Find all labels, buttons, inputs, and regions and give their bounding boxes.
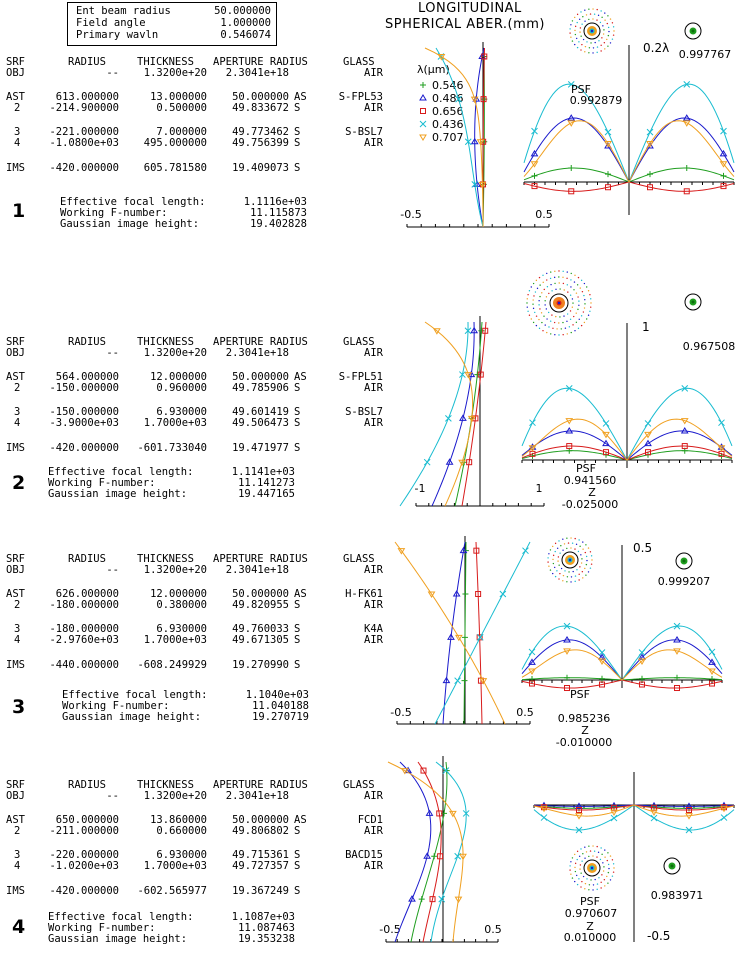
- psf-value: 0.985236: [557, 712, 611, 725]
- surface-aperture: 49.773462: [232, 126, 289, 138]
- surface-aperture: 49.601419: [232, 406, 289, 418]
- header-value: 0.546074: [220, 29, 271, 41]
- curve-marker: [611, 815, 617, 821]
- surface-thickness: 1.3200e+20: [143, 67, 207, 79]
- aperture-flag: AS: [294, 814, 307, 826]
- aperture-flag: S: [294, 406, 301, 418]
- fno-label: Working F-number:: [48, 477, 156, 489]
- plot-title: LONGITUDINAL: [418, 1, 522, 16]
- curve-marker: [419, 896, 425, 902]
- surface-radius: 626.000000: [55, 588, 119, 600]
- surface-id: OBJ: [6, 67, 25, 79]
- surface-radius: -221.000000: [49, 126, 119, 138]
- psf-value: 0.941560: [563, 474, 617, 487]
- surface-thickness: 1.3200e+20: [143, 347, 207, 359]
- curve-marker: [530, 420, 536, 426]
- curve-marker: [431, 853, 437, 859]
- lsa-max-label: 0.5: [535, 208, 553, 221]
- srf-header: SRF: [6, 779, 25, 791]
- surface-radius: -1.0800e+03: [49, 137, 119, 149]
- surface-glass: AIR: [364, 564, 383, 576]
- surface-glass: AIR: [364, 137, 383, 149]
- plot-title-sub: SPHERICAL ABER.(mm): [385, 17, 545, 32]
- lsa-curve: [436, 48, 483, 227]
- surface-aperture: 2.3041e+18: [225, 564, 289, 576]
- surface-id: IMS: [6, 659, 25, 671]
- gih-label: Gaussian image height:: [48, 933, 188, 945]
- srf-header: SRF: [6, 553, 25, 565]
- aperture-flag: S: [294, 860, 301, 872]
- lsa-curve: [400, 322, 468, 506]
- surface-thickness: 1.7000e+03: [143, 860, 207, 872]
- surface-glass: H-FK61: [345, 588, 383, 600]
- surface-glass: AIR: [364, 825, 383, 837]
- psf-polychromatic-spot: [526, 270, 591, 335]
- surface-aperture: 49.820955: [232, 599, 289, 611]
- efl-label: Effective focal length:: [48, 911, 194, 923]
- surface-glass: AIR: [364, 417, 383, 429]
- surface-id: 3: [14, 623, 21, 635]
- surface-aperture: 50.000000: [232, 588, 289, 600]
- aperture-header: APERTURE RADIUS: [213, 553, 308, 565]
- gih-value: 19.447165: [238, 488, 295, 500]
- surface-radius: 564.000000: [55, 371, 119, 383]
- aperture-flag: AS: [294, 91, 307, 103]
- curve-marker: [651, 815, 657, 821]
- surface-id: IMS: [6, 885, 25, 897]
- curve-marker: [529, 649, 535, 655]
- curve-marker: [605, 129, 611, 135]
- surface-aperture: 49.671305: [232, 634, 289, 646]
- surface-aperture: 49.833672: [232, 102, 289, 114]
- lsa-curve: [431, 762, 466, 942]
- surface-id: 3: [14, 126, 21, 138]
- curve-marker: [647, 171, 653, 177]
- surface-thickness: 13.000000: [150, 91, 207, 103]
- header-value: 1.000000: [220, 17, 271, 29]
- opd-scale-label: 0.2λ: [643, 41, 670, 55]
- surface-thickness: 6.930000: [156, 623, 207, 635]
- psf-label: PSF: [580, 895, 600, 908]
- surface-thickness: -602.565977: [137, 885, 207, 897]
- surface-aperture: 19.471977: [232, 442, 289, 454]
- aperture-header: APERTURE RADIUS: [213, 779, 308, 791]
- curve-marker: [605, 171, 611, 177]
- psf-mono-value: 0.999207: [657, 575, 711, 588]
- design-number: 1: [12, 200, 26, 222]
- efl-value: 1.1141e+03: [231, 466, 295, 478]
- aperture-flag: S: [294, 634, 301, 646]
- gih-label: Gaussian image height:: [62, 711, 202, 723]
- fno-value: 11.141273: [238, 477, 295, 489]
- surface-aperture: 49.715361: [232, 849, 289, 861]
- gih-label: Gaussian image height:: [48, 488, 188, 500]
- lsa-curve: [435, 542, 530, 724]
- glass-header: GLASS: [343, 779, 375, 791]
- surface-thickness: 12.000000: [150, 371, 207, 383]
- aperture-flag: S: [294, 162, 301, 174]
- aperture-flag: S: [294, 417, 301, 429]
- surface-thickness: 1.3200e+20: [143, 790, 207, 802]
- psf-mono-value: 0.983971: [650, 889, 704, 902]
- surface-thickness: -601.733040: [137, 442, 207, 454]
- efl-label: Effective focal length:: [62, 689, 208, 701]
- surface-id: 2: [14, 102, 21, 114]
- surface-id: 3: [14, 849, 21, 861]
- surface-radius: -180.000000: [49, 599, 119, 611]
- surface-radius: -211.000000: [49, 825, 119, 837]
- curve-marker: [568, 165, 574, 171]
- surface-aperture: 19.270990: [232, 659, 289, 671]
- lsa-curve: [476, 542, 482, 724]
- surface-radius: -420.000000: [49, 162, 119, 174]
- aperture-flag: S: [294, 102, 301, 114]
- lsa-curve: [425, 322, 473, 506]
- legend-label: 0.707: [432, 131, 464, 144]
- surface-id: 2: [14, 599, 21, 611]
- lsa-max-label: 0.5: [484, 923, 502, 936]
- lsa-max-label: 1: [535, 482, 543, 495]
- surface-radius: -440.000000: [49, 659, 119, 671]
- efl-value: 1.1087e+03: [231, 911, 295, 923]
- surface-thickness: 495.000000: [143, 137, 207, 149]
- surface-thickness: 6.930000: [156, 849, 207, 861]
- surface-glass: AIR: [364, 599, 383, 611]
- fno-label: Working F-number:: [60, 207, 168, 219]
- surface-radius: -150.000000: [49, 382, 119, 394]
- surface-radius: -214.900000: [49, 102, 119, 114]
- curve-marker: [444, 768, 450, 774]
- surface-aperture: 50.000000: [232, 371, 289, 383]
- psf-mono-value: 0.997767: [678, 48, 732, 61]
- design-number: 2: [12, 472, 26, 494]
- curve-marker: [421, 109, 426, 114]
- opd-scale-label: 0.5: [633, 541, 653, 555]
- surface-id: 2: [14, 825, 21, 837]
- surface-thickness: 7.000000: [156, 126, 207, 138]
- efl-value: 1.1116e+03: [243, 196, 307, 208]
- aperture-flag: S: [294, 137, 301, 149]
- surface-id: 4: [14, 860, 21, 872]
- legend-label: 0.546: [432, 79, 464, 92]
- surface-aperture: 2.3041e+18: [225, 347, 289, 359]
- aperture-header: APERTURE RADIUS: [213, 336, 308, 348]
- curve-marker: [603, 420, 609, 426]
- lsa-min-label: -0.5: [400, 208, 422, 221]
- psf-monochromatic-spot: [685, 294, 701, 310]
- surface-id: 2: [14, 382, 21, 394]
- curve-marker: [461, 678, 467, 684]
- lsa-curve: [388, 762, 463, 942]
- fno-value: 11.087463: [238, 922, 295, 934]
- surface-id: AST: [6, 371, 25, 383]
- gih-value: 19.270719: [252, 711, 309, 723]
- gih-label: Gaussian image height:: [60, 218, 200, 230]
- curve-marker: [532, 128, 538, 134]
- surface-glass: FCD1: [357, 814, 383, 826]
- lsa-min-label: -1: [414, 482, 426, 495]
- psf-value: 0.970607: [564, 907, 618, 920]
- aperture-flag: S: [294, 885, 301, 897]
- gih-value: 19.353238: [238, 933, 295, 945]
- thickness-header: THICKNESS: [137, 336, 194, 348]
- lsa-curve: [395, 762, 431, 942]
- surface-thickness: 6.930000: [156, 406, 207, 418]
- gih-value: 19.402828: [250, 218, 307, 230]
- header-label: Primary wavln: [76, 29, 159, 41]
- curve-marker: [532, 173, 538, 179]
- z-label: Z: [588, 486, 596, 499]
- surface-aperture: 49.760033: [232, 623, 289, 635]
- surface-thickness: 0.380000: [156, 599, 207, 611]
- curve-marker: [424, 459, 430, 465]
- surface-glass: BACD15: [345, 849, 383, 861]
- srf-header: SRF: [6, 56, 25, 68]
- surface-radius: -220.000000: [49, 849, 119, 861]
- design-number: 3: [12, 696, 26, 718]
- curve-marker: [420, 95, 426, 100]
- surface-id: AST: [6, 588, 25, 600]
- curve-marker: [639, 676, 645, 682]
- surface-aperture: 2.3041e+18: [225, 790, 289, 802]
- aperture-flag: S: [294, 599, 301, 611]
- curve-marker: [462, 634, 468, 640]
- surface-thickness: 0.500000: [156, 102, 207, 114]
- header-label: Field angle: [76, 17, 146, 29]
- radius-header: RADIUS: [68, 779, 106, 791]
- surface-radius: 613.000000: [55, 91, 119, 103]
- psf-monochromatic-spot: [676, 553, 692, 569]
- surface-thickness: 1.7000e+03: [143, 417, 207, 429]
- radius-header: RADIUS: [68, 336, 106, 348]
- curve-marker: [709, 649, 715, 655]
- surface-glass: K4A: [364, 623, 383, 635]
- aperture-flag: S: [294, 442, 301, 454]
- surface-id: 3: [14, 406, 21, 418]
- efl-label: Effective focal length:: [48, 466, 194, 478]
- thickness-header: THICKNESS: [137, 779, 194, 791]
- fno-value: 11.115873: [250, 207, 307, 219]
- surface-id: IMS: [6, 162, 25, 174]
- curve-marker: [522, 548, 528, 554]
- surface-glass: AIR: [364, 860, 383, 872]
- surface-glass: S-FPL53: [338, 91, 383, 103]
- surface-aperture: 19.367249: [232, 885, 289, 897]
- psf-polychromatic-spot: [569, 8, 614, 53]
- surface-radius: -2.9760e+03: [49, 634, 119, 646]
- fno-label: Working F-number:: [48, 922, 156, 934]
- legend-label: 0.486: [432, 92, 464, 105]
- psf-value: 0.992879: [569, 94, 623, 107]
- psf-mono-value: 0.967508: [682, 340, 736, 353]
- surface-radius: --: [106, 347, 119, 359]
- surface-id: IMS: [6, 442, 25, 454]
- surface-aperture: 49.727357: [232, 860, 289, 872]
- surface-id: OBJ: [6, 790, 25, 802]
- fno-label: Working F-number:: [62, 700, 170, 712]
- surface-glass: S-BSL7: [345, 406, 383, 418]
- surface-thickness: 1.7000e+03: [143, 634, 207, 646]
- surface-aperture: 50.000000: [232, 814, 289, 826]
- opd-scale-label: -0.5: [647, 929, 671, 943]
- lsa-max-label: 0.5: [516, 706, 534, 719]
- curve-marker: [541, 815, 547, 821]
- psf-monochromatic-spot: [664, 858, 680, 874]
- curve-marker: [455, 678, 461, 684]
- legend-label: 0.656: [432, 105, 464, 118]
- legend-header: λ(μm): [417, 63, 450, 76]
- fno-value: 11.040188: [252, 700, 309, 712]
- header-label: Ent beam radius: [76, 5, 171, 17]
- surface-glass: AIR: [364, 67, 383, 79]
- aperture-flag: S: [294, 623, 301, 635]
- surface-thickness: 13.860000: [150, 814, 207, 826]
- aperture-flag: S: [294, 825, 301, 837]
- aperture-flag: S: [294, 126, 301, 138]
- surface-glass: AIR: [364, 382, 383, 394]
- curve-marker: [420, 135, 426, 140]
- srf-header: SRF: [6, 336, 25, 348]
- surface-radius: -1.0200e+03: [49, 860, 119, 872]
- psf-label: PSF: [576, 462, 596, 475]
- curve-marker: [439, 896, 445, 902]
- surface-radius: -3.9000e+03: [49, 417, 119, 429]
- lsa-min-label: -0.5: [390, 706, 412, 719]
- surface-radius: --: [106, 790, 119, 802]
- surface-thickness: 605.781580: [143, 162, 207, 174]
- surface-glass: S-BSL7: [345, 126, 383, 138]
- surface-thickness: 12.000000: [150, 588, 207, 600]
- header-value: 50.000000: [214, 5, 271, 17]
- surface-aperture: 50.000000: [232, 91, 289, 103]
- aperture-flag: AS: [294, 371, 307, 383]
- aperture-header: APERTURE RADIUS: [213, 56, 308, 68]
- psf-polychromatic-spot: [547, 537, 592, 582]
- lsa-curve: [432, 322, 474, 506]
- lsa-curve: [418, 762, 441, 942]
- psf-label: PSF: [571, 83, 591, 96]
- aperture-flag: AS: [294, 588, 307, 600]
- surface-aperture: 19.409073: [232, 162, 289, 174]
- surface-id: OBJ: [6, 564, 25, 576]
- surface-id: 4: [14, 417, 21, 429]
- surface-glass: AIR: [364, 347, 383, 359]
- surface-radius: --: [106, 564, 119, 576]
- surface-aperture: 49.756399: [232, 137, 289, 149]
- lsa-curve: [395, 542, 505, 724]
- glass-header: GLASS: [343, 336, 375, 348]
- glass-header: GLASS: [343, 553, 375, 565]
- lsa-curve: [455, 322, 482, 506]
- surface-aperture: 49.806802: [232, 825, 289, 837]
- lsa-curve: [443, 542, 465, 724]
- thickness-header: THICKNESS: [137, 56, 194, 68]
- z-label: Z: [581, 724, 589, 737]
- curve-marker: [721, 128, 727, 134]
- surface-thickness: 1.3200e+20: [143, 564, 207, 576]
- psf-polychromatic-spot: [569, 845, 614, 890]
- surface-glass: AIR: [364, 634, 383, 646]
- design-number: 4: [12, 916, 26, 938]
- surface-thickness: 0.660000: [156, 825, 207, 837]
- aperture-flag: S: [294, 659, 301, 671]
- curve-marker: [684, 165, 690, 171]
- curve-marker: [500, 591, 506, 597]
- curve-marker: [599, 676, 605, 682]
- legend-label: 0.436: [432, 118, 464, 131]
- curve-marker: [456, 96, 462, 102]
- surface-id: 4: [14, 137, 21, 149]
- curve-marker: [445, 415, 451, 421]
- curve-marker: [719, 420, 725, 426]
- surface-aperture: 2.3041e+18: [225, 67, 289, 79]
- efl-value: 1.1040e+03: [245, 689, 309, 701]
- curve-marker: [462, 591, 468, 597]
- z-value: -0.010000: [555, 736, 613, 749]
- surface-aperture: 49.785906: [232, 382, 289, 394]
- z-value: 0.010000: [563, 931, 617, 944]
- curve-marker: [420, 82, 426, 88]
- surface-aperture: 49.506473: [232, 417, 289, 429]
- surface-thickness: -608.249929: [137, 659, 207, 671]
- curve-marker: [647, 129, 653, 135]
- psf-label: PSF: [570, 688, 590, 701]
- surface-glass: S-FPL51: [338, 371, 383, 383]
- psf-monochromatic-spot: [685, 23, 701, 39]
- efl-label: Effective focal length:: [60, 196, 206, 208]
- radius-header: RADIUS: [68, 553, 106, 565]
- thickness-header: THICKNESS: [137, 553, 194, 565]
- surface-id: 4: [14, 634, 21, 646]
- surface-radius: 650.000000: [55, 814, 119, 826]
- surface-radius: --: [106, 67, 119, 79]
- curve-marker: [420, 121, 426, 127]
- surface-radius: -180.000000: [49, 623, 119, 635]
- glass-header: GLASS: [343, 56, 375, 68]
- surface-radius: -420.000000: [49, 442, 119, 454]
- surface-id: AST: [6, 91, 25, 103]
- surface-thickness: 0.960000: [156, 382, 207, 394]
- curve-marker: [721, 815, 727, 821]
- z-label: Z: [586, 920, 594, 933]
- surface-glass: AIR: [364, 102, 383, 114]
- surface-glass: AIR: [364, 790, 383, 802]
- z-value: -0.025000: [561, 498, 619, 511]
- surface-radius: -150.000000: [49, 406, 119, 418]
- surface-id: AST: [6, 814, 25, 826]
- opd-scale-label: 1: [642, 320, 650, 334]
- surface-radius: -420.000000: [49, 885, 119, 897]
- lsa-min-label: -0.5: [379, 923, 401, 936]
- curve-marker: [721, 173, 727, 179]
- aperture-flag: S: [294, 849, 301, 861]
- curve-marker: [645, 420, 651, 426]
- radius-header: RADIUS: [68, 56, 106, 68]
- surface-id: OBJ: [6, 347, 25, 359]
- aperture-flag: S: [294, 382, 301, 394]
